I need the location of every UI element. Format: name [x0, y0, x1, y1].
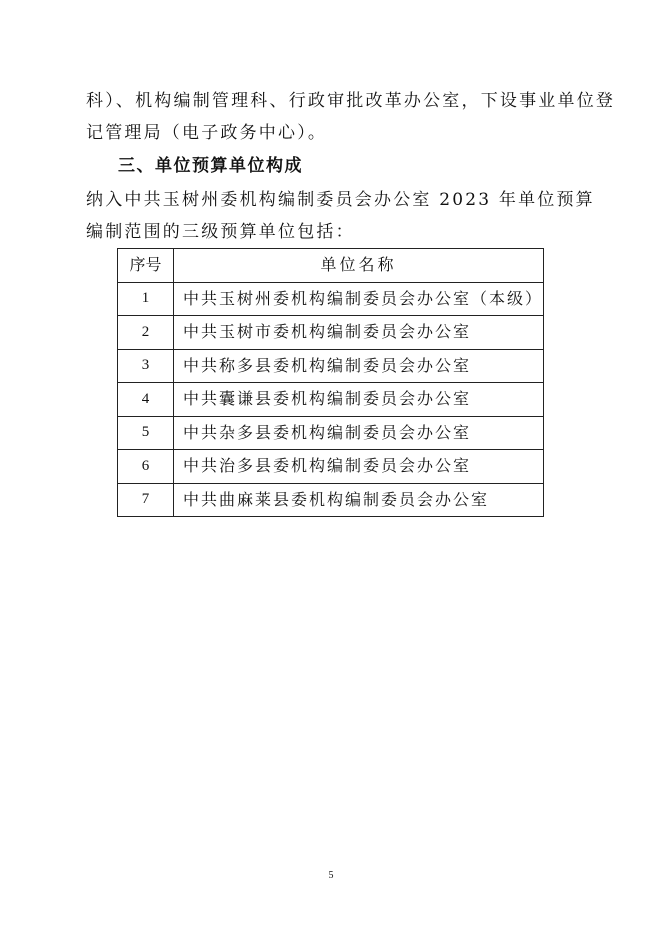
row-serial-number: 7 [118, 483, 174, 517]
table-row [118, 483, 544, 517]
budget-unit-table [117, 248, 544, 517]
row-serial-number: 3 [118, 349, 174, 383]
row-unit-name: 中共称多县委机构编制委员会办公室 [173, 349, 543, 383]
page-number: 5 [328, 870, 334, 881]
table-header-row [118, 249, 544, 283]
row-unit-name: 中共玉树州委机构编制委员会办公室（本级） [173, 282, 543, 316]
table-row [118, 450, 544, 484]
body-text-line-4: 编制范围的三级预算单位包括： [86, 222, 355, 242]
row-serial-number: 1 [118, 282, 174, 316]
table-row [118, 383, 544, 417]
row-serial-number: 6 [118, 450, 174, 484]
row-unit-name: 中共囊谦县委机构编制委员会办公室 [173, 383, 543, 417]
body-text-line-3: 纳入中共玉树州委机构编制委员会办公室 2023 年单位预算 [86, 190, 595, 210]
row-unit-name: 中共治多县委机构编制委员会办公室 [173, 450, 543, 484]
table-row [118, 316, 544, 350]
section-heading: 三、单位预算单位构成 [118, 156, 303, 176]
row-serial-number: 2 [118, 316, 174, 350]
table-row [118, 349, 544, 383]
row-serial-number: 4 [118, 383, 174, 417]
table-row [118, 416, 544, 450]
table-row [118, 282, 544, 316]
body-text-line-2: 记管理局（电子政务中心）。 [86, 123, 328, 143]
row-unit-name: 中共曲麻莱县委机构编制委员会办公室 [173, 483, 543, 517]
row-serial-number: 5 [118, 416, 174, 450]
header-serial-number: 序号 [118, 249, 174, 283]
header-unit-name: 单位名称 [173, 249, 543, 283]
body-text-line-1: 科）、机构编制管理科、行政审批改革办公室，下设事业单位登 [86, 91, 616, 111]
row-unit-name: 中共玉树市委机构编制委员会办公室 [173, 316, 543, 350]
row-unit-name: 中共杂多县委机构编制委员会办公室 [173, 416, 543, 450]
